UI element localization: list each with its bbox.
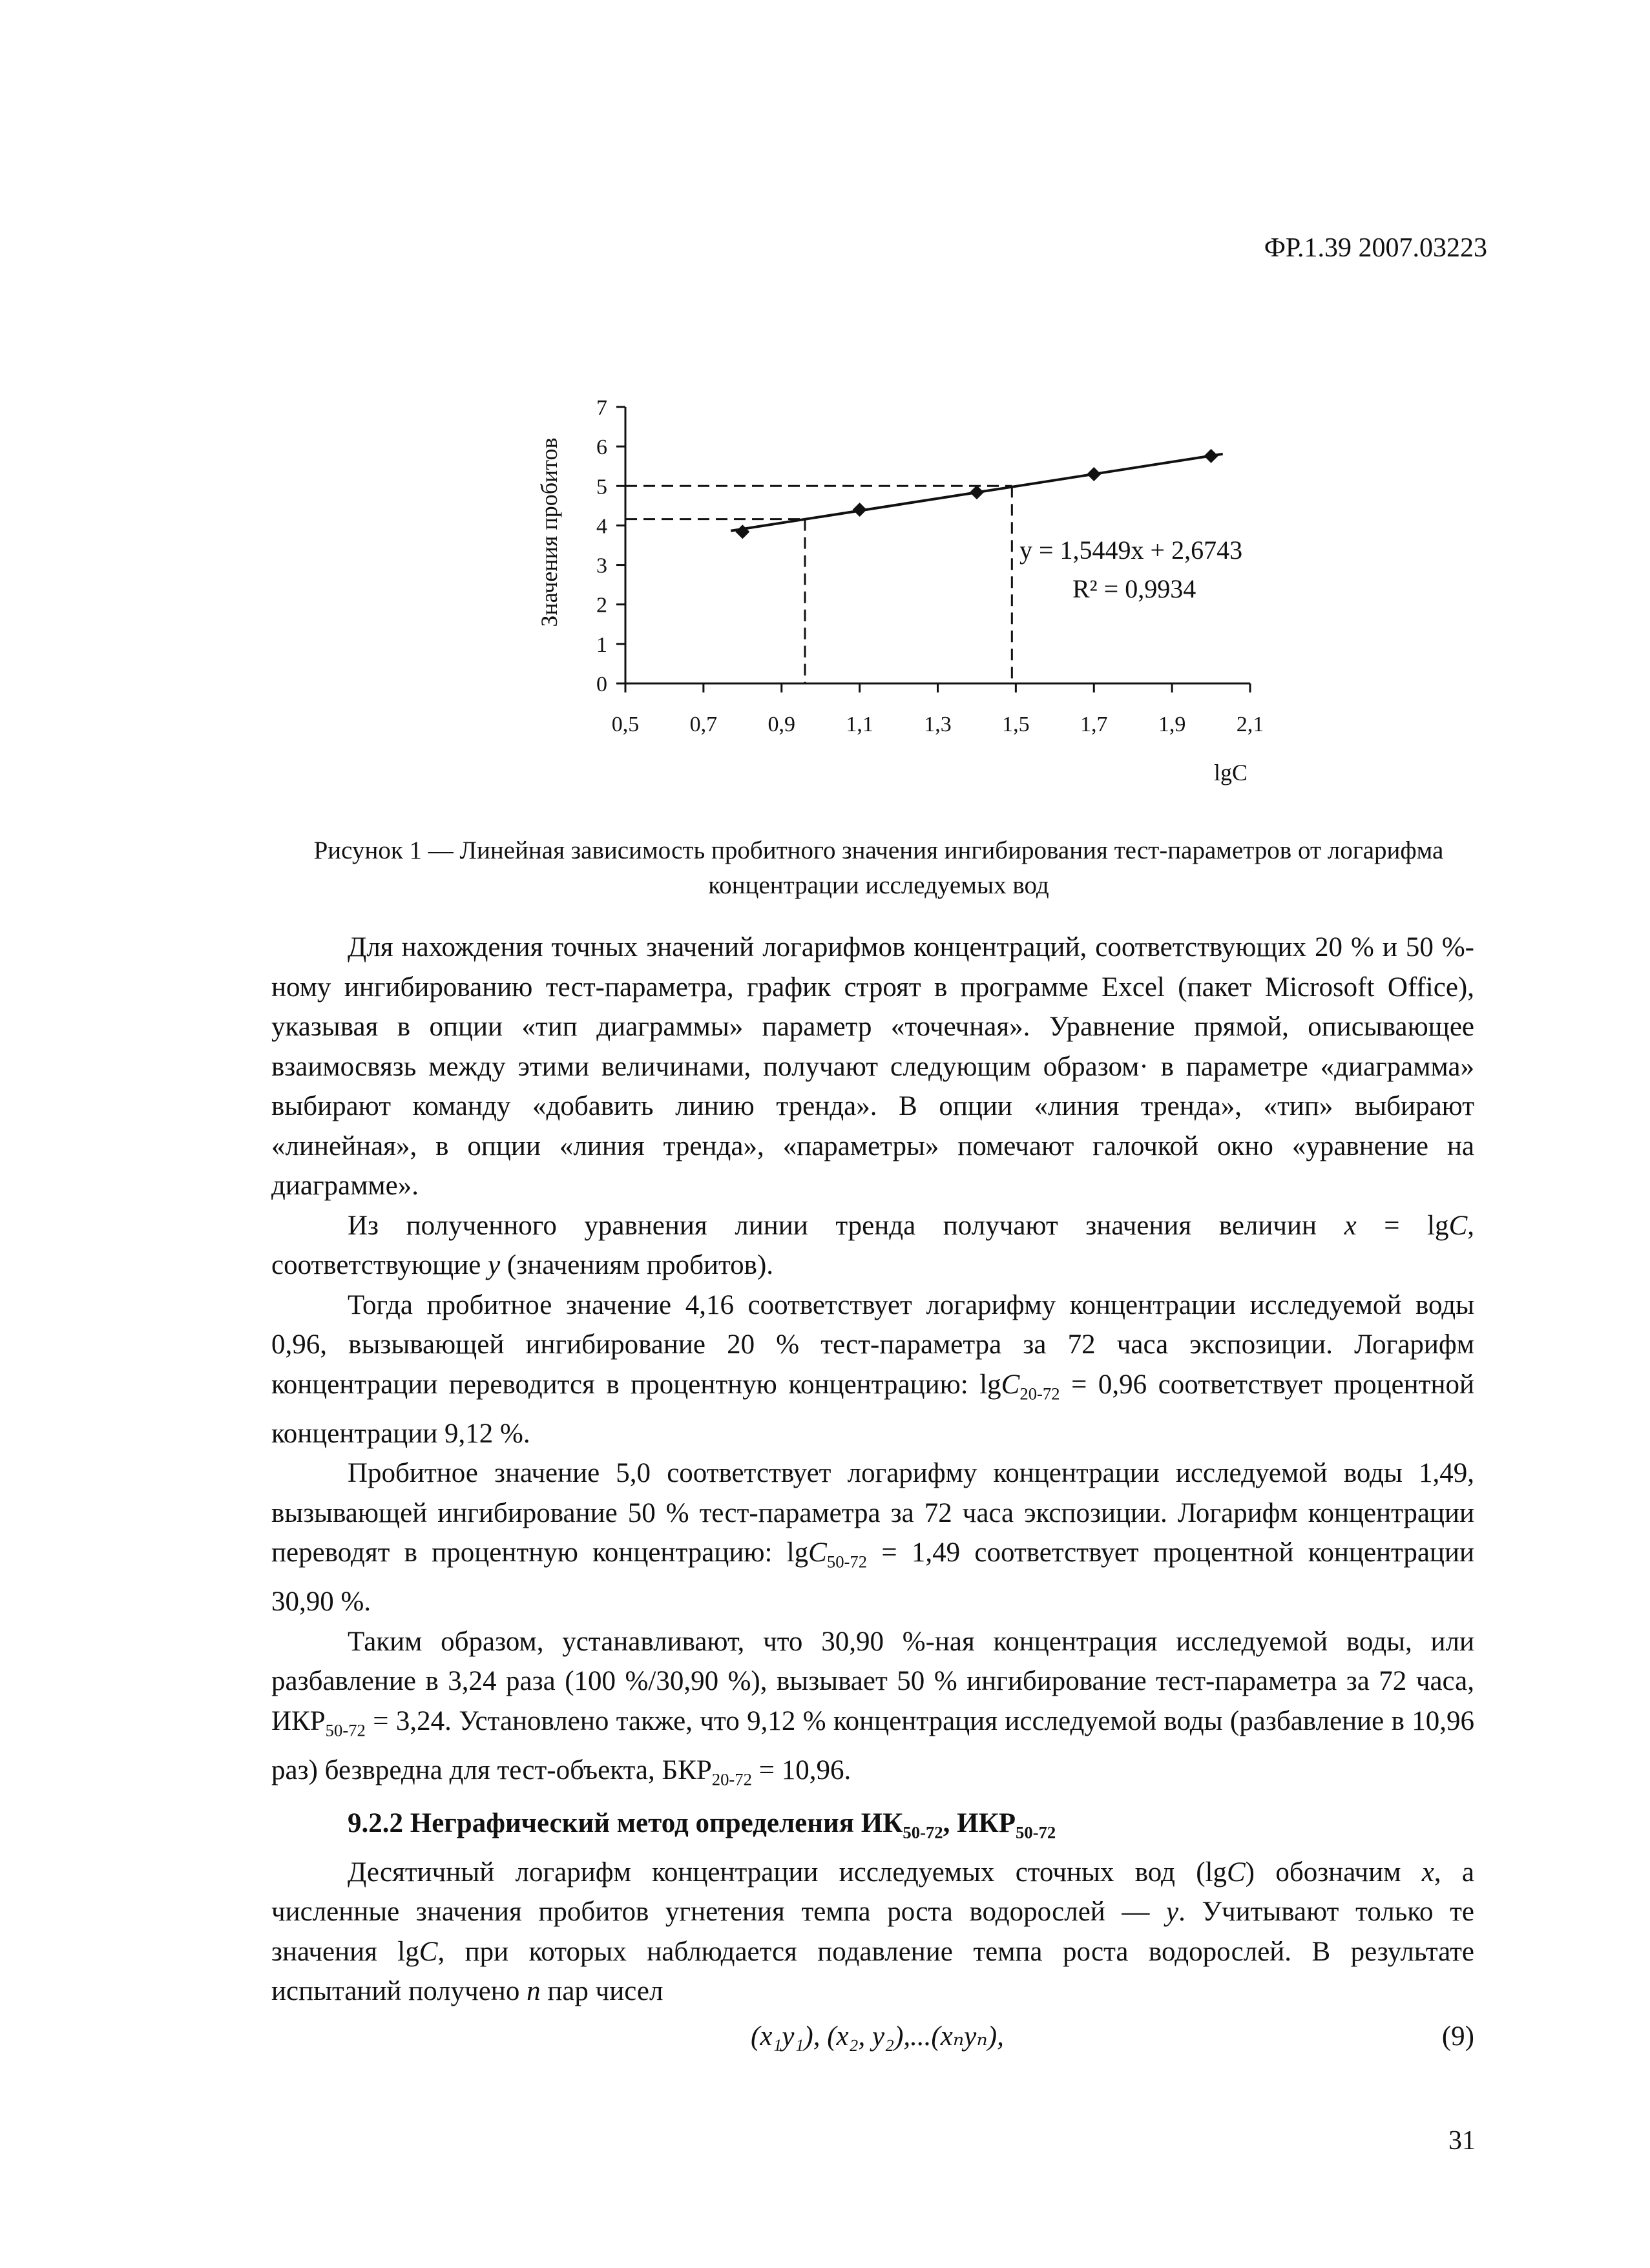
x-tick-label: 0,5 [611,713,640,736]
figure-caption [271,833,1486,903]
y-axis-label: Значения пробитов [536,437,562,627]
page-number: 31 [1448,2126,1476,2156]
paragraph-probit-5-0: Пробитное значение 5,0 соответствует логарифму концентрации исследуемой воды 1,49, вызывающей ингибирование 50 % тест-параметра за 72 часа экспозиции. Логарифм концентрации переводят в процентную концентрацию: lgC$_{50-72}$ = 1,49 соответствует процентной концентрации 30,90 %. [271,1458,1474,1618]
x-tick-label: 0,9 [768,713,795,736]
formula-9 [271,2012,1474,2062]
y-tick-label: 3 [596,554,607,578]
paragraph-conclusion: Таким образом, устанавливают, что 30,90 %-ная концентрация исследуемой воды, или разбавление в 3,24 раза (100 %/30,90 %), вызывает 50 % ингибирование тест-параметра за 72 часа, $ИКР_{50-72} = 3,24$. Установлено также, что 9,12 % концентрация исследуемой воды (разбавление в 10,96 раз) безвредна для тест-объекта, $БКР_{20-72} = 10,96$. [271,1626,1474,1789]
probit-chart [0,0,1650,814]
caption-line-1: Рисунок 1 — Линейная зависимость пробитного значения ингибирования тест-параметров от логарифма [313,837,1444,864]
formula-number: (9) [1441,2021,1474,2052]
y-tick-label: 0 [596,672,607,696]
data-point [1204,449,1218,463]
paragraph-trend-values: Из полученного уравнения линии тренда получают значения величин x = lgC, соответствующие y (значениям пробитов). [271,1210,1474,1280]
x-axis-label: lgC [1213,760,1248,785]
data-point [853,503,867,517]
x-tick-label: 1,5 [1002,713,1030,736]
x-tick-label: 0,7 [689,713,718,736]
y-tick-label: 4 [596,514,607,539]
caption-line-2: концентрации исследуемых вод [708,871,1049,899]
y-tick-label: 2 [596,593,607,618]
body-text [271,928,1474,2062]
trend-equation: y = 1,5449x + 2,6743 [1019,536,1243,565]
section-heading: 9.2.2 Неграфический метод определения $ИК_{50-72}$, $ИКР_{50-72}$ [348,1807,1056,1842]
x-tick-label: 1,9 [1158,713,1186,736]
data-point [970,485,984,499]
paragraph-nongraphic-method: Десятичный логарифм концентрации исследуемых сточных вод (lgC) обозначим x, а численные значения пробитов угнетения темпа роста водорослей — y. Учитывают только те значения lgC, при которых наблюдается подавление темпа роста водорослей. В результате испытаний получено n пар чисел [271,1857,1474,2007]
y-tick-label: 6 [596,435,607,460]
x-tick-label: 1,7 [1080,713,1108,736]
formula-expression: (x₁y₁), (x₂, y₂),...(xₙyₙ), [751,2021,1004,2052]
document-code: ФР.1.39 2007.03223 [1264,233,1487,263]
y-tick-label: 5 [596,475,607,499]
x-tick-label: 2,1 [1236,713,1264,736]
y-tick-label: 1 [596,632,607,657]
paragraph-excel-method: Для нахождения точных значений логарифмов концентраций, соответствующих 20 % и 50 %-ному ингибированию тест-параметра, график строят в программе Excel (пакет Microsoft Office), указывая в опции «тип диаграммы» параметр «точечная». Уравнение прямой, описывающее взаимосвязь между этими величинами, получают следующим образом· в параметре «диаграмма» выбирают команду «добавить линию тренда». В опции «линия тренда», «тип» выбирают «линейная», в опции «линия тренда», «параметры» помечают галочкой окно «уравнение на диаграмме». [271,932,1474,1201]
data-point [1087,467,1101,481]
y-tick-label: 7 [596,396,607,420]
x-tick-label: 1,3 [924,713,952,736]
data-point [735,525,749,539]
r-squared-label: R² = 0,9934 [1072,574,1196,603]
x-tick-label: 1,1 [846,713,873,736]
paragraph-probit-4-16: Тогда пробитное значение 4,16 соответствует логарифму концентрации исследуемой воды 0,96, вызывающей ингибирование 20 % тест-параметра за 72 часа экспозиции. Логарифм концентрации переводится в процентную концентрацию: lgC$_{20-72}$ = 0,96 соответствует процентной концентрации 9,12 %. [271,1289,1474,1449]
